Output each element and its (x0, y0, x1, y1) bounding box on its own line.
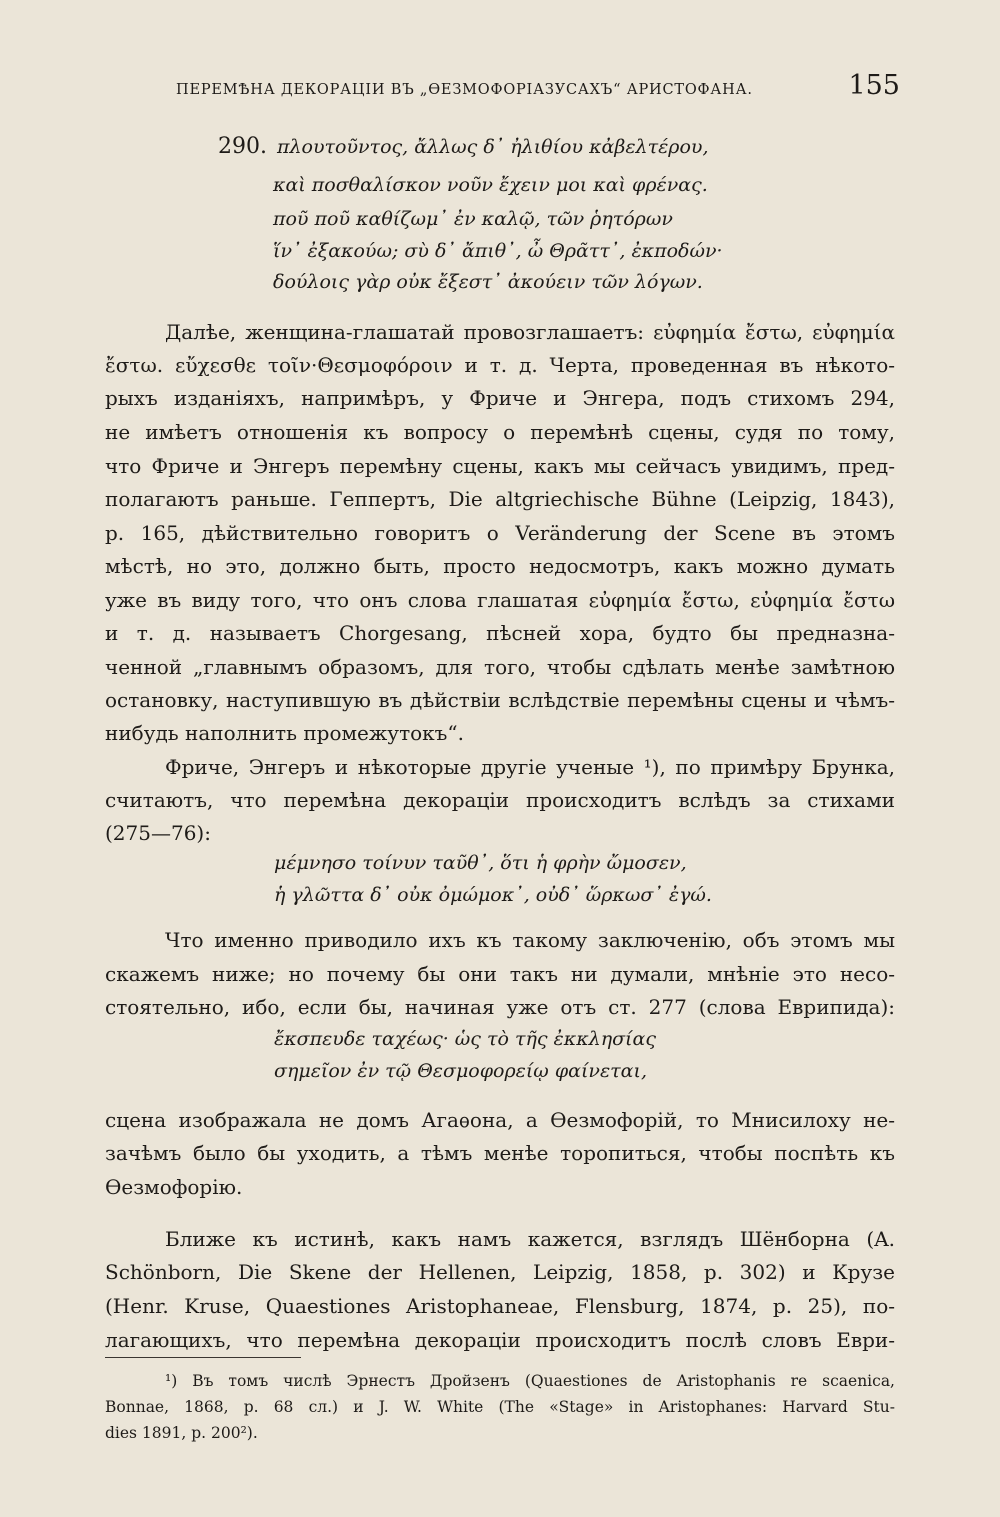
paragraph-line: Ѳезмофорiю. (105, 1175, 243, 1199)
verse-text: πλουτοῦντος, ἄλλως δ᾽ ἠλιθίου κἀβελτέρου, (276, 136, 709, 158)
paragraph-line: ченной „главнымъ образомъ, для того, чтобы сдѣлать менѣе замѣтною (105, 655, 895, 679)
verse-number: 290. (218, 134, 267, 159)
paragraph-line: мѣстѣ, но это, должно быть, просто недосмотръ, какъ можно думать (105, 554, 895, 578)
verse-line: δούλοις γὰρ οὐκ ἔξεστ᾽ ἀκούειν τῶν λόγων. (273, 271, 703, 293)
paragraph-line: Ближе къ истинѣ, какъ намъ кажется, взглядъ Шёнборна (A. (165, 1227, 895, 1251)
paragraph-line: сцена изображала не домъ Агаѳона, а Ѳезмофорiй, то Мнисилоху не- (105, 1108, 895, 1132)
verse-line: σημεῖον ἐν τῷ Θεσμοφορείῳ φαίνεται, (274, 1060, 647, 1082)
paragraph-line: полагаютъ раньше. Геппертъ, Die altgriechische Bühne (Leipzig, 1843), (105, 487, 895, 511)
verse-line (218, 136, 709, 158)
paragraph-line: не имѣетъ отношенiя къ вопросу о перемѣнѣ сцены, судя по тому, (105, 420, 895, 444)
verse-line: καὶ ποσθαλίσκον νοῦν ἔχειν μοι καὶ φρένας. (273, 174, 708, 196)
page-number: 155 (848, 70, 900, 101)
paragraph-line: остановку, наступившую въ дѣйствiи вслѣдствiе перемѣны сцены и чѣмъ- (105, 688, 895, 712)
verse-line: ἔκσπευδε ταχέως· ὡς τὸ τῆς ἐκκλησίας (274, 1028, 656, 1050)
footnote-line: Bonnae, 1868, p. 68 сл.) и J. W. White (The «Stage» in Aristophanes: Harvard Stu- (105, 1398, 895, 1416)
verse-line: ἵν᾽ ἐξακούω; σὺ δ᾽ ἄπιθ᾽, ὦ Θρᾶττ᾽, ἐκποδών· (273, 240, 723, 262)
running-header (176, 68, 900, 101)
footnote-line: ¹) Въ томъ числѣ Эрнестъ Дройзенъ (Quaestiones de Aristophanis re scaenica, (165, 1372, 895, 1390)
paragraph-line: Фриче, Энгеръ и нѣкоторые другiе ученые ¹), по примѣру Брунка, (165, 755, 895, 779)
paragraph-line: и т. д. называетъ Chorgesang, пѣсней хора, будто бы предназна- (105, 621, 895, 645)
paragraph-line: (275—76): (105, 821, 211, 845)
paragraph-line: скажемъ ниже; но почему бы они такъ ни думали, мнѣнiе это несо- (105, 962, 895, 986)
paragraph-line: считаютъ, что перемѣна декорацiи происходитъ вслѣдъ за стихами (105, 788, 895, 812)
verse-line: μέμνησο τοίνυν ταῦθ᾽, ὅτι ἡ φρὴν ὤμοσεν, (274, 852, 687, 874)
paragraph-line: стоятельно, ибо, если бы, начиная уже отъ ст. 277 (слова Еврипида): (105, 995, 895, 1019)
paragraph-line: зачѣмъ было бы уходить, а тѣмъ менѣе торопиться, чтобы поспѣть къ (105, 1141, 895, 1165)
verse-line: ποῦ ποῦ καθίζωμ᾽ ἐν καλῷ, τῶν ῥητόρων (273, 208, 673, 230)
paragraph-line: лагающихъ, что перемѣна декорацiи происходитъ послѣ словъ Еври- (105, 1328, 895, 1352)
paragraph-line: p. 165, дѣйствительно говоритъ о Veränderung der Scene въ этомъ (105, 521, 895, 545)
paragraph-line: уже въ виду того, что онъ слова глашатая εὐφημία ἔστω, εὐφημία ἔστω (105, 588, 895, 612)
running-title: ПЕРЕМѢНА ДЕКОРАЦIИ ВЪ „ѲЕЗМОФОРIАЗУСАХЪ“ АРИСТОФАНА. (176, 82, 753, 98)
paragraph-line: (Henr. Kruse, Quaestiones Aristophaneae, Flensburg, 1874, p. 25), по- (105, 1294, 895, 1318)
paragraph-line: Далѣе, женщина-глашатай провозглашаетъ: εὐφημία ἔστω, εὐφημία (165, 320, 895, 344)
paragraph-line: нибудь наполнить промежутокъ“. (105, 721, 464, 745)
paragraph-line: Schönborn, Die Skene der Hellenen, Leipzig, 1858, p. 302) и Крузе (105, 1260, 895, 1284)
verse-line: ἡ γλῶττα δ᾽ οὐκ ὀμώμοκ᾽, οὐδ᾽ ὥρκωσ᾽ ἐγώ. (274, 884, 712, 906)
paragraph-line: что Фриче и Энгеръ перемѣну сцены, какъ мы сейчасъ увидимъ, пред- (105, 454, 895, 478)
paragraph-line: ἔστω. εὔχεσθε τοῖν·Θεσμοφόροιν и т. д. Черта, проведенная въ нѣкото- (105, 353, 895, 377)
paragraph-line: рыхъ изданiяхъ, напримѣръ, у Фриче и Энгера, подъ стихомъ 294, (105, 386, 895, 410)
footnote-line: dies 1891, p. 200²). (105, 1424, 258, 1442)
footnote-divider (105, 1357, 301, 1358)
paragraph-line: Что именно приводило ихъ къ такому заключенiю, объ этомъ мы (165, 928, 895, 952)
